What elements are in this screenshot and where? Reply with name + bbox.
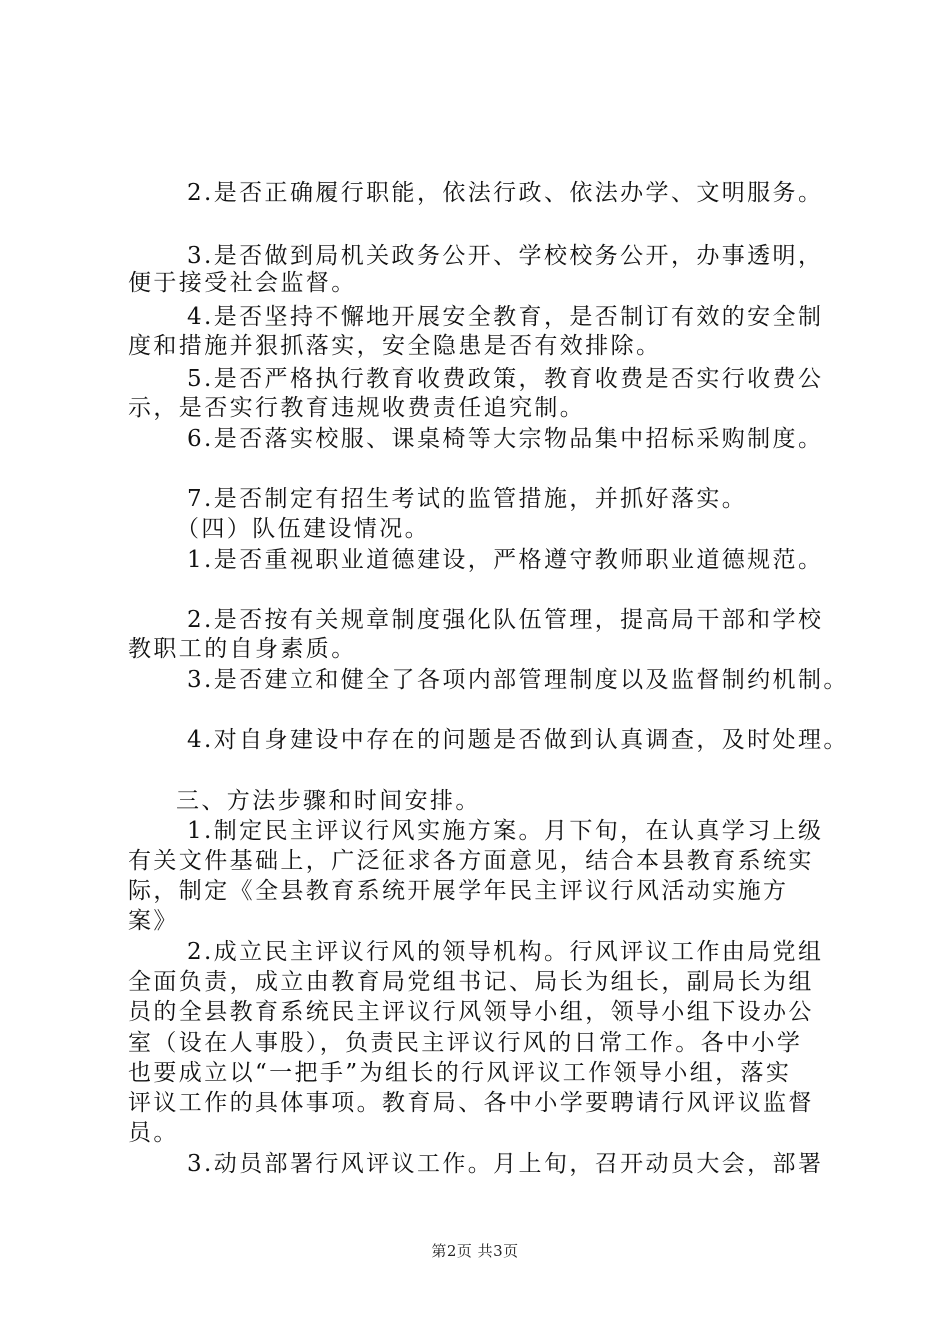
text-line: 3.是否做到局机关政务公开、学校校务公开，办事透明， [187, 243, 824, 269]
text-line: 4.对自身建设中存在的问题是否做到认真调查，及时处理。 [187, 727, 849, 753]
text-line: 2.是否按有关规章制度强化队伍管理，提高局干部和学校 [187, 607, 824, 633]
text-line: 3.动员部署行风评议工作。月上旬，召开动员大会，部署 [187, 1151, 824, 1177]
text-line: 三、方法步骤和时间安排。 [176, 788, 481, 814]
text-line: 全面负责，成立由教育局党组书记、局长为组长，副局长为组 [128, 969, 814, 995]
text-line: 3.是否建立和健全了各项内部管理制度以及监督制约机制。 [187, 667, 849, 693]
text-line: 有关文件基础上，广泛征求各方面意见，结合本县教育系统实 [128, 848, 814, 874]
text-line: 示，是否实行教育违规收费责任追究制。 [128, 395, 586, 421]
text-line: 际，制定《全县教育系统开展学年民主评议行风活动实施方 [128, 878, 789, 904]
text-line: 度和措施并狠抓落实，安全隐患是否有效排除。 [128, 333, 662, 359]
text-line: 也要成立以“一把手”为组长的行风评议工作领导小组，落实 [128, 1060, 792, 1086]
page-number-footer: 第2页 共3页 [431, 1242, 519, 1260]
text-line: 4.是否坚持不懈地开展安全教育，是否制订有效的安全制 [187, 304, 824, 330]
text-line: （四）队伍建设情况。 [176, 516, 430, 542]
text-line: 7.是否制定有招生考试的监管措施，并抓好落实。 [187, 486, 748, 512]
text-line: 便于接受社会监督。 [128, 270, 357, 296]
text-line: 1.制定民主评议行风实施方案。月下旬，在认真学习上级 [187, 818, 824, 844]
text-line: 评议工作的具体事项。教育局、各中小学要聘请行风评议监督 [128, 1090, 814, 1116]
text-line: 2.是否正确履行职能，依法行政、依法办学、文明服务。 [187, 180, 824, 206]
text-line: 员。 [128, 1120, 179, 1146]
text-line: 1.是否重视职业道德建设，严格遵守教师职业道德规范。 [187, 547, 824, 573]
text-line: 员的全县教育系统民主评议行风领导小组，领导小组下设办公 [128, 999, 814, 1025]
text-line: 6.是否落实校服、课桌椅等大宗物品集中招标采购制度。 [187, 426, 824, 452]
text-line: 2.成立民主评议行风的领导机构。行风评议工作由局党组 [187, 939, 824, 965]
text-line: 案》 [128, 908, 179, 934]
text-line: 教职工的自身素质。 [128, 636, 357, 662]
text-line: 室（设在人事股），负责民主评议行风的日常工作。各中小学 [128, 1030, 803, 1056]
text-line: 5.是否严格执行教育收费政策，教育收费是否实行收费公 [187, 366, 824, 392]
